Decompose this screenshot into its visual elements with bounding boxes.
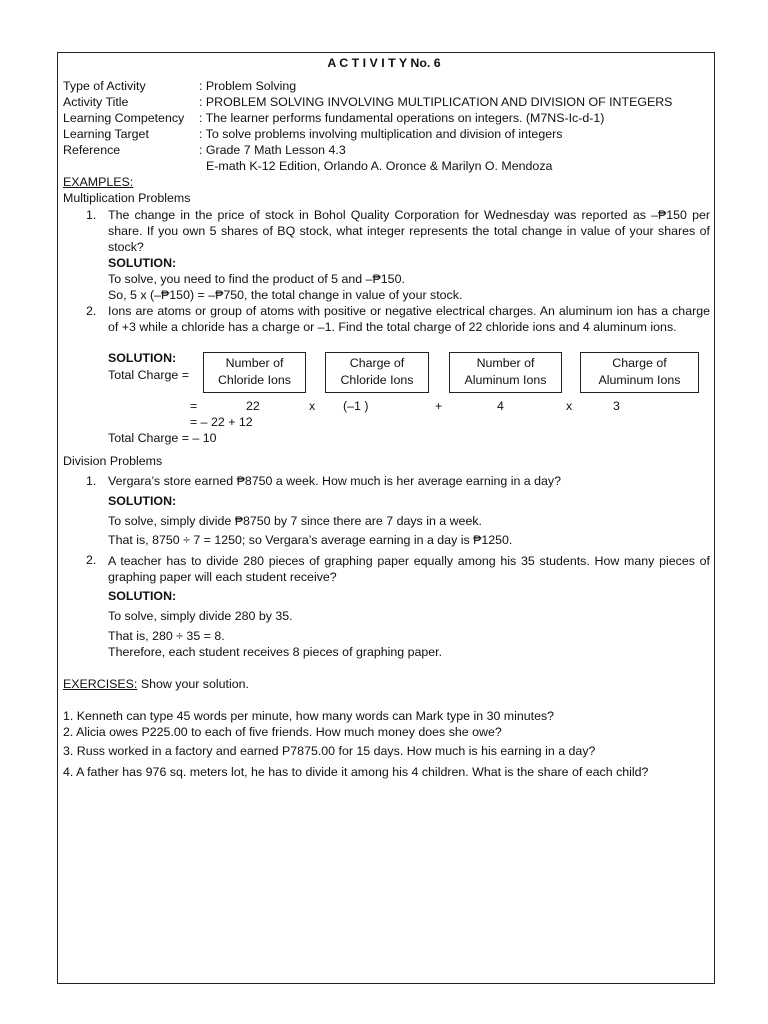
box-number-aluminum-ions-l1: Number of	[476, 356, 535, 370]
meta-label-target: Learning Target	[63, 127, 149, 141]
exercise-item-3: 3. Russ worked in a factory and earned P7875.00 for 15 days. How much is his earning in a day?	[63, 744, 596, 758]
equation-value-3: 3	[613, 399, 620, 413]
meta-label-reference: Reference	[63, 143, 121, 157]
box-number-chloride-ions-l2: Chloride Ions	[217, 373, 291, 387]
div-problem-1-text: Vergara’s store earned ₱8750 a week. How much is her average earning in a day?	[108, 474, 561, 488]
box-charge-aluminum-ions-l1: Charge of	[612, 356, 667, 370]
div-problem-2-text: A teacher has to divide 280 pieces of graphing paper equally among his 35 students. How many pieces of graphing paper will each student receive?	[108, 554, 710, 584]
equation-result: Total Charge = – 10	[108, 431, 217, 445]
exercise-item-1: 1. Kenneth can type 45 words per minute, how many words can Mark type in 30 minutes?	[63, 709, 555, 723]
exercises-instruction: Show your solution.	[137, 677, 249, 691]
div-problem-2-number: 2.	[86, 553, 97, 567]
meta-value-type: : Problem Solving	[199, 79, 297, 93]
mult-problem-1-line2: So, 5 x (–₱150) = –₱750, the total change in value of your stock.	[108, 288, 463, 302]
div-problem-2-solution-label: SOLUTION:	[108, 589, 177, 603]
mult-problem-2-text: Ions are atoms or group of atoms with positive or negative electrical charges. An aluminum ion has a charge of +3 while a chloride has a charge or –1. Find the total charge of 22 chloride ions and 4 aluminum ions.	[108, 304, 710, 334]
meta-label-type: Type of Activity	[63, 79, 146, 93]
exercises-line	[63, 677, 249, 692]
box-charge-chloride-ions-l2: Chloride Ions	[340, 373, 414, 387]
equation-op-times-2: x	[566, 399, 573, 413]
mult-problem-1-line1: To solve, you need to find the product of 5 and –₱150.	[108, 272, 405, 286]
div-problem-1-line2: That is, 8750 ÷ 7 = 1250; so Vergara’s average earning in a day is ₱1250.	[108, 533, 513, 547]
div-problem-1-solution-label: SOLUTION:	[108, 494, 177, 508]
mult-problem-1-number: 1.	[86, 208, 97, 222]
equation-value-22: 22	[246, 399, 260, 413]
mult-problem-2-solution-label: SOLUTION:	[108, 351, 177, 365]
meta-value-reference-line2: E-math K-12 Edition, Orlando A. Oronce & Marilyn O. Mendoza	[206, 159, 553, 173]
box-number-aluminum-ions-l2: Aluminum Ions	[464, 373, 547, 387]
box-charge-chloride-ions	[325, 352, 429, 393]
mult-problem-1-solution-label: SOLUTION:	[108, 256, 177, 270]
meta-value-reference: : Grade 7 Math Lesson 4.3	[199, 143, 346, 157]
meta-value-title: : PROBLEM SOLVING INVOLVING MULTIPLICATION AND DIVISION OF INTEGERS	[199, 95, 673, 109]
multiplication-heading: Multiplication Problems	[63, 191, 191, 205]
division-heading: Division Problems	[63, 454, 163, 468]
equation-step2: = – 22 + 12	[190, 415, 253, 429]
box-charge-aluminum-ions	[580, 352, 699, 393]
equation-op-times-1: x	[309, 399, 316, 413]
div-problem-2-line1: To solve, simply divide 280 by 35.	[108, 609, 293, 623]
div-problem-2-line3: Therefore, each student receives 8 pieces of graphing paper.	[108, 645, 443, 659]
meta-label-competency: Learning Competency	[63, 111, 185, 125]
meta-value-competency: : The learner performs fundamental operations on integers. (M7NS-Ic-d-1)	[199, 111, 605, 125]
exercise-item-2: 2. Alicia owes P225.00 to each of five friends. How much money does she owe?	[63, 725, 502, 739]
exercise-item-4: 4. A father has 976 sq. meters lot, he has to divide it among his 4 children. What is the share of each child?	[63, 765, 649, 779]
exercises-heading: EXERCISES:	[63, 677, 138, 691]
examples-heading: EXAMPLES:	[63, 175, 134, 189]
equation-value-4: 4	[497, 399, 504, 413]
div-problem-1-line1: To solve, simply divide ₱8750 by 7 since there are 7 days in a week.	[108, 514, 482, 528]
div-problem-2-line2: That is, 280 ÷ 35 = 8.	[108, 629, 225, 643]
div-problem-1-number: 1.	[86, 474, 97, 488]
mult-problem-1-text: The change in the price of stock in Bohol Quality Corporation for Wednesday was reported as –₱150 per share. If you own 5 shares of BQ stock, what integer represents the total change in value of your shares of stock?	[108, 208, 710, 254]
activity-title: A C T I V I T Y No. 6	[327, 56, 441, 70]
box-number-chloride-ions-l1: Number of	[225, 356, 284, 370]
box-number-aluminum-ions	[449, 352, 562, 393]
meta-label-title: Activity Title	[63, 95, 129, 109]
total-charge-label: Total Charge =	[108, 368, 189, 382]
equation-value-neg1: (–1 )	[343, 399, 369, 413]
equation-equals: =	[190, 399, 198, 413]
mult-problem-2-number: 2.	[86, 304, 97, 318]
meta-value-target: : To solve problems involving multiplication and division of integers	[199, 127, 563, 141]
box-charge-chloride-ions-l1: Charge of	[349, 356, 405, 370]
box-charge-aluminum-ions-l2: Aluminum Ions	[598, 373, 681, 387]
box-number-chloride-ions	[203, 352, 306, 393]
equation-op-plus: +	[435, 399, 443, 413]
